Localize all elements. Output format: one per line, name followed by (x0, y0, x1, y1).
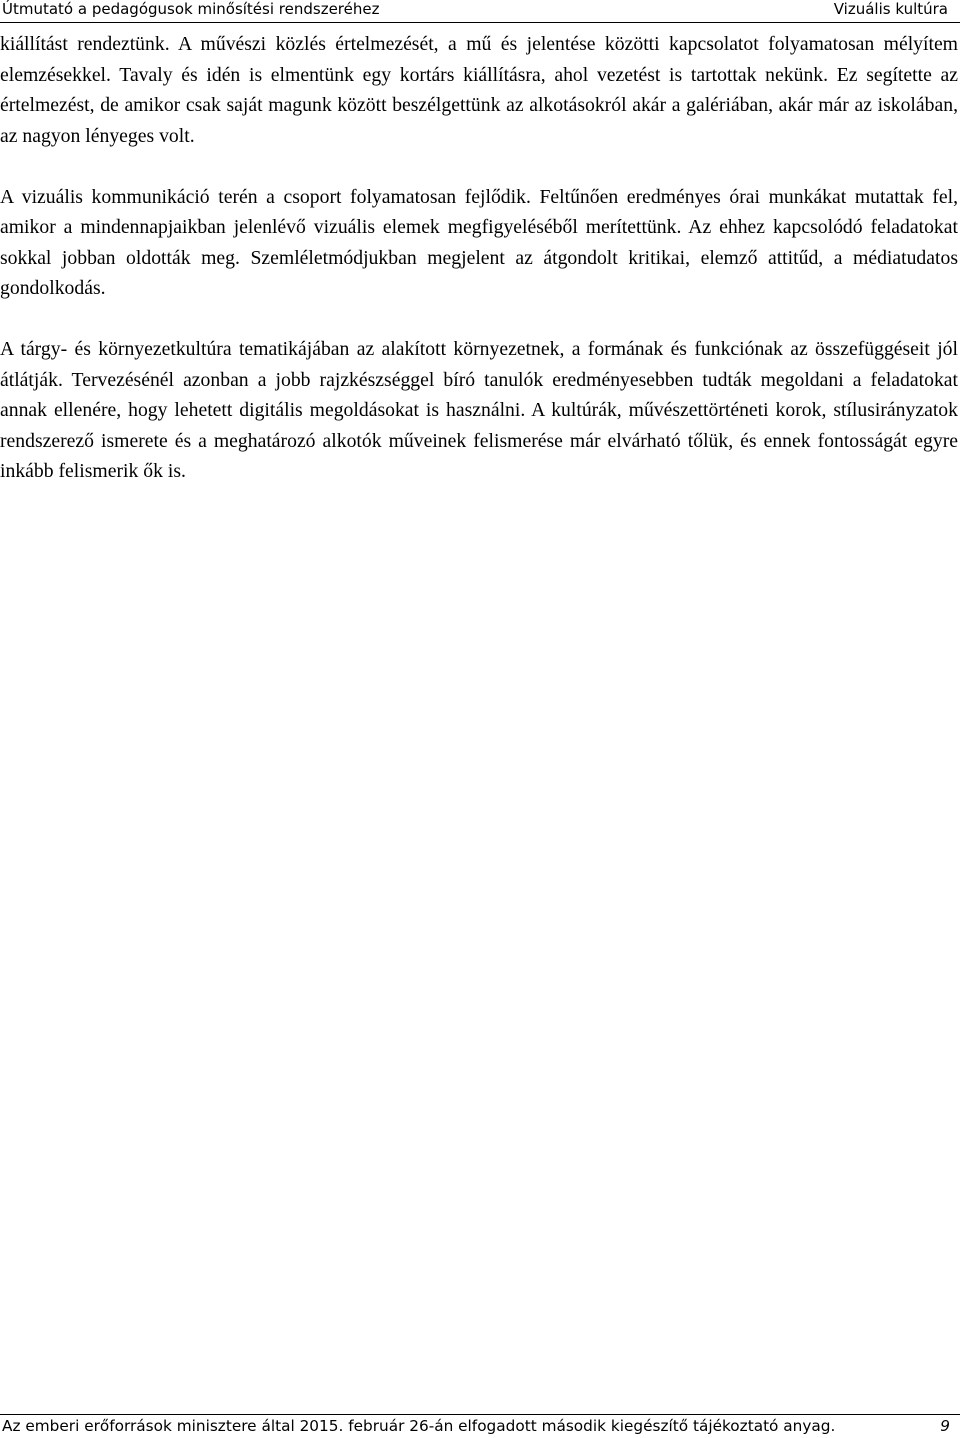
header-subject: Vizuális kultúra (833, 0, 948, 18)
page-footer (0, 1414, 960, 1438)
footer-divider (0, 1414, 960, 1415)
body-paragraph-3: A tárgy- és környezetkultúra tematikájában az alakított környezetnek, a formának és funkciónak az összefüggéseit jól átlátják. Tervezésénél azonban a jobb rajzkészséggel bíró tanulók eredményesebben tudták megoldani a feladatokat annak ellenére, hogy lehetett digitális megoldásokat is használni. A kultúrák, művészettörténeti korok, stílusirányzatok rendszerező ismerete és a meghatározó alkotók műveinek felismerése már elvárható tőlük, és ennek fontosságát egyre inkább felismerik ők is. (0, 338, 958, 482)
page-header (0, 0, 960, 23)
footer-note: Az emberi erőforrások minisztere által 2015. február 26-án elfogadott második kiegészítő tájékoztató anyag. (2, 1417, 836, 1435)
header-document-title: Útmutató a pedagógusok minősítési rendszeréhez (2, 0, 380, 18)
body-paragraph-1: kiállítást rendeztünk. A művészi közlés értelmezését, a mű és jelentése közötti kapcsolatot folyamatosan mélyítem elemzésekkel. Tavaly és idén is elmentünk egy kortárs kiállításra, ahol vezetést is tartottak nekünk. Ez segítette az értelmezést, de amikor csak saját magunk között beszélgettünk az alkotásokról akár a galériában, akár már az iskolában, az nagyon lényeges volt. (0, 33, 958, 147)
page-number: 9 (940, 1417, 950, 1435)
body-paragraph-2: A vizuális kommunikáció terén a csoport folyamatosan fejlődik. Feltűnően eredményes órai munkákat mutattak fel, amikor a mindennapjaikban jelenlévő vizuális elemek megfigyeléséből merítettünk. Az ehhez kapcsolódó feladatokat sokkal jobban oldották meg. Szemléletmódjukban megjelent az átgondolt kritikai, elemző attitűd, a médiatudatos gondolkodás. (0, 185, 958, 299)
document-body (0, 29, 958, 487)
header-divider (0, 22, 960, 23)
